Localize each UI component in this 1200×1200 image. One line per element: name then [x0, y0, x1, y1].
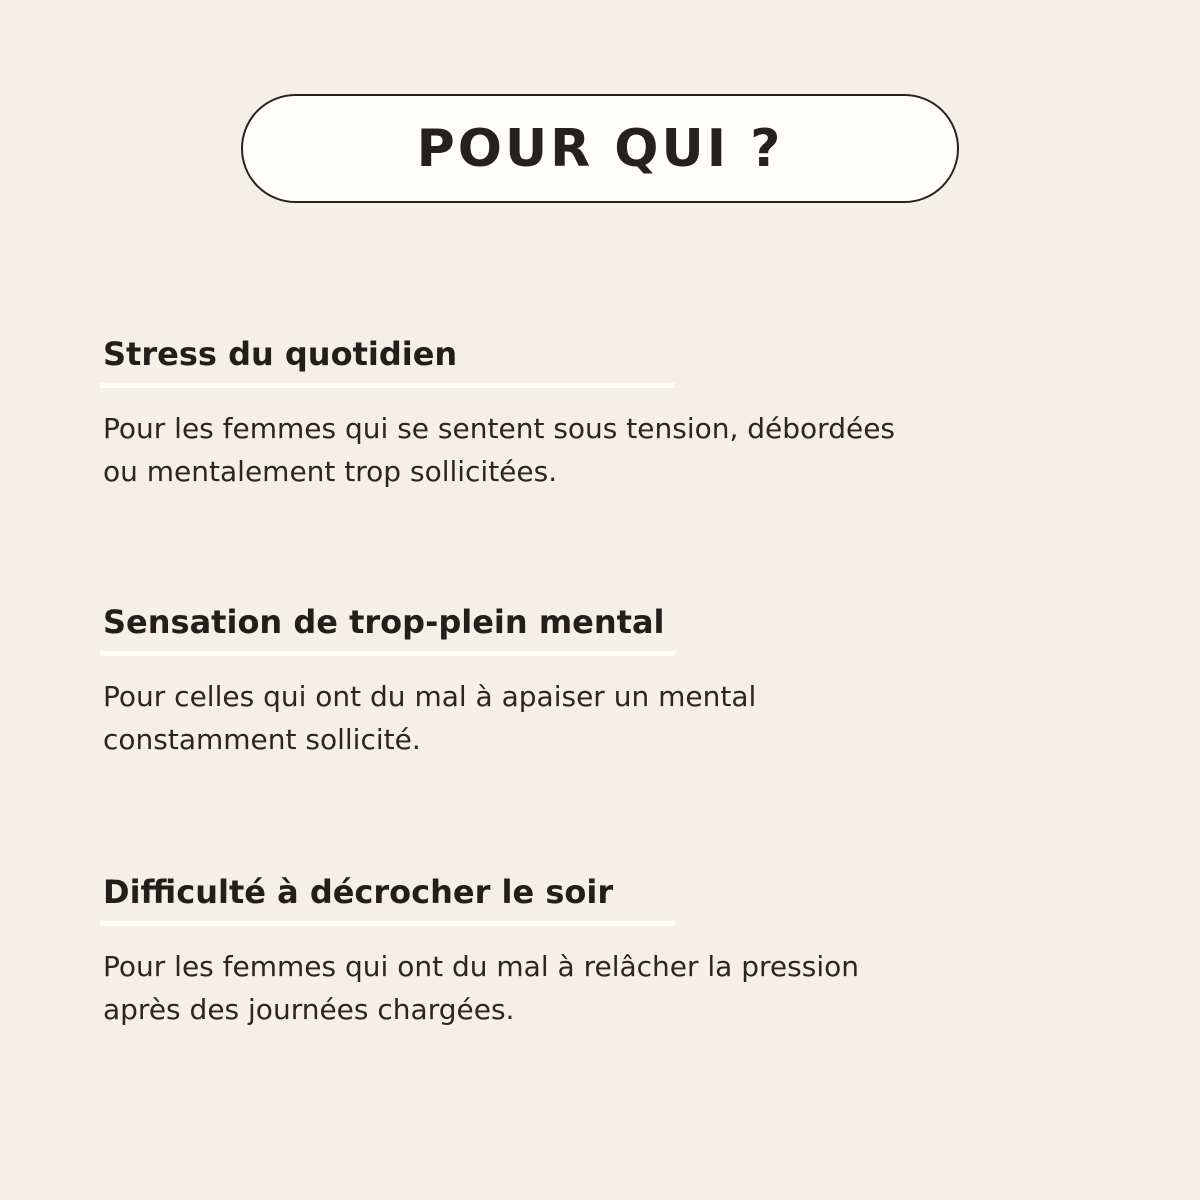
section-underline	[100, 383, 675, 388]
title-badge	[241, 94, 959, 203]
section-body-line: ou mentalement trop sollicitées.	[103, 455, 558, 488]
section-underline	[100, 651, 675, 656]
section-heading: Stress du quotidien	[103, 335, 458, 373]
section-heading: Sensation de trop-plein mental	[103, 603, 665, 641]
section-stress-du-quotidien	[103, 334, 1083, 493]
section-body-line: constamment sollicité.	[103, 723, 421, 756]
section-trop-plein-mental	[103, 602, 1083, 761]
section-body-line: Pour les femmes qui ont du mal à relâcher la pression	[103, 950, 859, 983]
section-body-line: Pour celles qui ont du mal à apaiser un mental	[103, 680, 757, 713]
section-body-line: Pour les femmes qui se sentent sous tension, débordées	[103, 412, 896, 445]
section-decrocher-le-soir	[103, 872, 1083, 1031]
page-title: POUR QUI ?	[416, 118, 784, 179]
section-underline	[100, 921, 675, 926]
section-body-line: après des journées chargées.	[103, 993, 515, 1026]
section-heading: Difficulté à décrocher le soir	[103, 873, 614, 911]
